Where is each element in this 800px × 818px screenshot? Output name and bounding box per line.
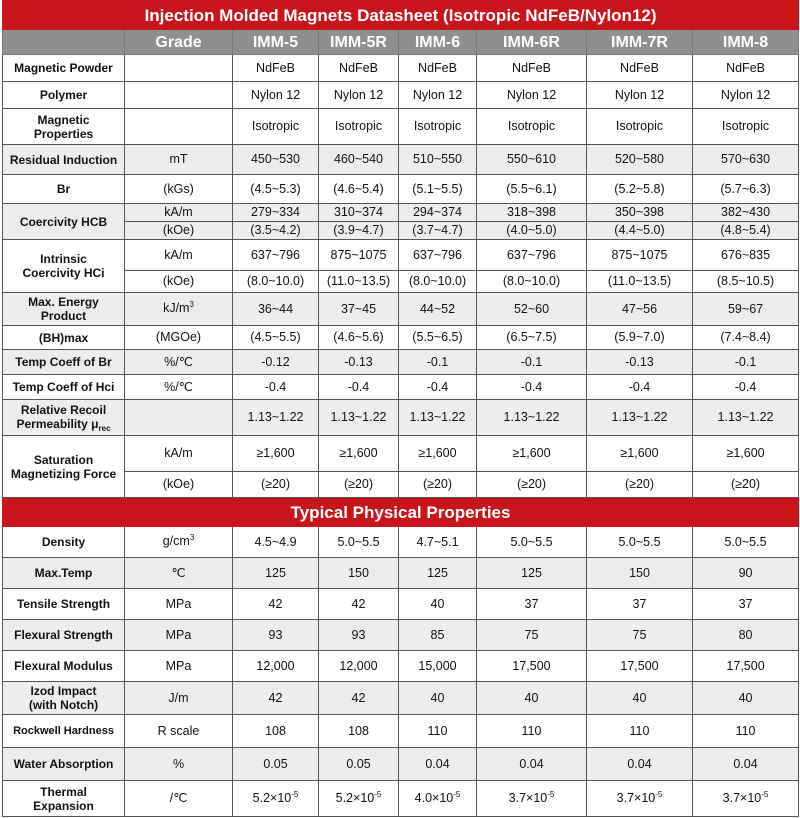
property-unit [125,293,233,326]
cell-value: (3.7~4.7) [399,222,477,240]
table-row [3,350,799,375]
cell-value: ≥1,600 [693,436,799,472]
label-line: (with Notch) [28,698,99,712]
table-row [3,240,799,271]
cell-value: ≥1,600 [233,436,319,472]
datasheet-title: Injection Molded Magnets Datasheet (Isotropic NdFeB/Nylon12) [3,1,799,30]
cell-value: 294~374 [399,204,477,222]
cell-value: 5.0~5.5 [477,527,587,558]
cell-value: 93 [319,620,399,651]
cell-value: 40 [587,682,693,715]
unit-base: g/cm [162,534,190,548]
cell-value: (5.1~5.5) [399,175,477,204]
property-unit: (MGOe) [125,326,233,350]
cell-value: (4.8~5.4) [693,222,799,240]
cell-value: 676~835 [693,240,799,271]
cell-value: (8.0~10.0) [399,271,477,293]
cell-value: -0.13 [319,350,399,375]
cell-value: 570~630 [693,145,799,175]
cell-value: 0.05 [319,748,399,781]
property-label: Temp Coeff of Hci [3,375,125,400]
cell-value: NdFeB [233,55,319,82]
property-unit: (kGs) [125,175,233,204]
cell-value: Isotropic [233,109,319,145]
cell-value: ≥1,600 [587,436,693,472]
cell-value: 75 [587,620,693,651]
cell-value: 637~796 [399,240,477,271]
cell-value: 5.0~5.5 [587,527,693,558]
cell-value: 125 [477,558,587,589]
property-unit: (kOe) [125,271,233,293]
cell-value: 17,500 [477,651,587,682]
cell-value: 550~610 [477,145,587,175]
cell-value: 12,000 [319,651,399,682]
property-unit: kA/m [125,204,233,222]
property-unit [125,55,233,82]
table-row [3,109,799,145]
property-label: Rockwell Hardness [3,715,125,748]
cell-value: 460~540 [319,145,399,175]
cell-value: -0.4 [587,375,693,400]
label-line: Intrinsic [40,252,87,266]
cell-value [587,781,693,817]
table-row [3,293,799,326]
physical-properties-heading: Typical Physical Properties [3,498,799,527]
cell-value: 40 [399,589,477,620]
cell-value: 17,500 [587,651,693,682]
property-unit: J/m [125,682,233,715]
cell-value: 318~398 [477,204,587,222]
property-unit: (kOe) [125,222,233,240]
grade-name: IMM-5 [233,30,319,55]
cell-value: 52~60 [477,293,587,326]
property-unit: MPa [125,620,233,651]
cell-value: 1.13~1.22 [319,400,399,436]
cell-value: (5.7~6.3) [693,175,799,204]
cell-value: 310~374 [319,204,399,222]
cell-value: (≥20) [587,472,693,498]
table-row [3,175,799,204]
table-row [3,436,799,472]
cell-value: (4.4~5.0) [587,222,693,240]
cell-value: Isotropic [399,109,477,145]
cell-value: -0.1 [477,350,587,375]
property-label [3,240,125,293]
cell-value: 382~430 [693,204,799,222]
label-line: Expansion [33,798,94,813]
cell-value: 42 [319,589,399,620]
grade-name: IMM-8 [693,30,799,55]
label-line: Product [40,309,87,323]
property-unit: R scale [125,715,233,748]
cell-value: NdFeB [587,55,693,82]
label-line: Permeability μ [16,416,99,431]
cell-value: 90 [693,558,799,589]
label-line: Relative Recoil [20,402,107,417]
property-label: Water Absorption [3,748,125,781]
cell-value: (5.5~6.5) [399,326,477,350]
property-label [3,436,125,498]
cell-value: 125 [399,558,477,589]
cell-value: 85 [399,620,477,651]
grade-name: IMM-5R [319,30,399,55]
cell-value: 75 [477,620,587,651]
property-unit: /℃ [125,781,233,817]
cell-value: 110 [477,715,587,748]
cell-value: (≥20) [233,472,319,498]
cell-value: 1.13~1.22 [693,400,799,436]
unit-superscript: 3 [189,533,195,542]
property-label: Temp Coeff of Br [3,350,125,375]
cell-value: 37 [477,589,587,620]
cell-value: 15,000 [399,651,477,682]
cell-value: (4.0~5.0) [477,222,587,240]
cell-value [477,781,587,817]
cell-value: 150 [319,558,399,589]
cell-value: -0.4 [693,375,799,400]
cell-value: Isotropic [477,109,587,145]
table-row [3,204,799,222]
cell-value: 40 [693,682,799,715]
grade-header-row [3,30,799,55]
cell-value: 108 [319,715,399,748]
label-line: Thermal [40,784,87,799]
cell-value: (4.5~5.3) [233,175,319,204]
cell-value: (6.5~7.5) [477,326,587,350]
property-label: Tensile Strength [3,589,125,620]
property-label: Polymer [3,82,125,109]
cell-value: 0.05 [233,748,319,781]
cell-value: 44~52 [399,293,477,326]
cell-value: Isotropic [587,109,693,145]
cell-value: Nylon 12 [477,82,587,109]
property-unit [125,400,233,436]
cell-value: 0.04 [477,748,587,781]
table-row [3,558,799,589]
property-unit: kA/m [125,240,233,271]
cell-value: (11.0~13.5) [319,271,399,293]
cell-value: Isotropic [693,109,799,145]
property-label [3,400,125,436]
cell-value: (≥20) [399,472,477,498]
value-base: 3.7×10 [508,790,548,805]
value-exponent: -5 [374,789,382,799]
cell-value: Nylon 12 [693,82,799,109]
cell-value [233,781,319,817]
grade-header-label: Grade [125,30,233,55]
cell-value: NdFeB [693,55,799,82]
cell-value: 1.13~1.22 [399,400,477,436]
property-label: (BH)max [3,326,125,350]
cell-value: (≥20) [477,472,587,498]
property-label [3,293,125,326]
cell-value: 637~796 [477,240,587,271]
cell-value: -0.4 [477,375,587,400]
property-unit: kA/m [125,436,233,472]
label-line: Coercivity HCi [22,266,105,280]
cell-value: 93 [233,620,319,651]
cell-value: 1.13~1.22 [233,400,319,436]
property-label: Density [3,527,125,558]
cell-value: 150 [587,558,693,589]
value-base: 3.7×10 [616,790,656,805]
property-label: Coercivity HCB [3,204,125,240]
cell-value: -0.1 [399,350,477,375]
cell-value: (≥20) [319,472,399,498]
table-row [3,620,799,651]
cell-value: 279~334 [233,204,319,222]
cell-value: NdFeB [477,55,587,82]
cell-value: Isotropic [319,109,399,145]
property-unit: MPa [125,589,233,620]
cell-value: 37 [693,589,799,620]
section-header-row [3,498,799,527]
table-row [3,375,799,400]
property-label: Flexural Strength [3,620,125,651]
cell-value: (7.4~8.4) [693,326,799,350]
cell-value: -0.4 [319,375,399,400]
cell-value: (4.5~5.5) [233,326,319,350]
cell-value: 110 [587,715,693,748]
value-exponent: -5 [453,789,461,799]
cell-value: 350~398 [587,204,693,222]
cell-value: NdFeB [319,55,399,82]
property-label: Residual Induction [3,145,125,175]
table-row [3,527,799,558]
cell-value: (8.5~10.5) [693,271,799,293]
property-unit [125,82,233,109]
cell-value [319,781,399,817]
property-unit: mT [125,145,233,175]
cell-value: (3.5~4.2) [233,222,319,240]
cell-value [399,781,477,817]
value-exponent: -5 [761,789,769,799]
cell-value: 875~1075 [319,240,399,271]
value-base: 3.7×10 [722,790,762,805]
property-label: Flexural Modulus [3,651,125,682]
cell-value: -0.13 [587,350,693,375]
property-unit: %/℃ [125,350,233,375]
property-unit: ℃ [125,558,233,589]
table-row [3,715,799,748]
cell-value: (11.0~13.5) [587,271,693,293]
cell-value: 108 [233,715,319,748]
cell-value: 47~56 [587,293,693,326]
cell-value: 59~67 [693,293,799,326]
cell-value [693,781,799,817]
table-row [3,682,799,715]
value-exponent: -5 [547,789,555,799]
cell-value: (≥20) [693,472,799,498]
unit-base: kJ/m [163,301,190,315]
cell-value: -0.1 [693,350,799,375]
property-unit: %/℃ [125,375,233,400]
cell-value: (8.0~10.0) [233,271,319,293]
property-label [3,781,125,817]
property-label [3,682,125,715]
property-label [3,109,125,145]
table-row [3,651,799,682]
property-unit: MPa [125,651,233,682]
cell-value: (5.2~5.8) [587,175,693,204]
header-corner [3,30,125,55]
value-exponent: -5 [655,789,663,799]
cell-value: ≥1,600 [399,436,477,472]
datasheet-table [2,0,799,817]
cell-value: 110 [399,715,477,748]
cell-value: (4.6~5.4) [319,175,399,204]
label-line: Max. Energy [28,295,99,309]
cell-value: 0.04 [693,748,799,781]
table-row [3,55,799,82]
cell-value: -0.12 [233,350,319,375]
property-unit [125,527,233,558]
label-line: Izod Impact [30,684,97,698]
value-exponent: -5 [291,789,299,799]
cell-value: 80 [693,620,799,651]
value-base: 4.0×10 [414,790,454,805]
label-line: Magnetizing Force [10,466,117,481]
cell-value: 875~1075 [587,240,693,271]
cell-value: Nylon 12 [319,82,399,109]
table-row [3,781,799,817]
unit-superscript: 3 [189,300,194,309]
cell-value: 1.13~1.22 [587,400,693,436]
cell-value: 125 [233,558,319,589]
label-subscript: rec [98,423,111,433]
cell-value: NdFeB [399,55,477,82]
grade-name: IMM-6R [477,30,587,55]
cell-value: 510~550 [399,145,477,175]
cell-value: 40 [399,682,477,715]
cell-value: (8.0~10.0) [477,271,587,293]
cell-value: 5.0~5.5 [693,527,799,558]
label-line: Saturation [33,452,94,467]
cell-value: ≥1,600 [477,436,587,472]
property-label: Max.Temp [3,558,125,589]
cell-value: Nylon 12 [399,82,477,109]
cell-value: 42 [319,682,399,715]
value-base: 5.2×10 [252,790,292,805]
grade-name: IMM-7R [587,30,693,55]
cell-value: 5.0~5.5 [319,527,399,558]
value-base: 5.2×10 [335,790,375,805]
property-unit [125,109,233,145]
cell-value: 17,500 [693,651,799,682]
cell-value: ≥1,600 [319,436,399,472]
cell-value: 37~45 [319,293,399,326]
cell-value: Nylon 12 [587,82,693,109]
property-label: Magnetic Powder [3,55,125,82]
cell-value: 110 [693,715,799,748]
cell-value: -0.4 [399,375,477,400]
cell-value: 40 [477,682,587,715]
property-unit: (kOe) [125,472,233,498]
property-label: Br [3,175,125,204]
cell-value: 37 [587,589,693,620]
label-line: Magnetic [37,112,90,127]
table-row [3,589,799,620]
cell-value: 42 [233,589,319,620]
table-row [3,400,799,436]
cell-value: 4.5~4.9 [233,527,319,558]
table-row [3,82,799,109]
cell-value: Nylon 12 [233,82,319,109]
cell-value: 36~44 [233,293,319,326]
cell-value: 1.13~1.22 [477,400,587,436]
cell-value: 12,000 [233,651,319,682]
table-row [3,145,799,175]
grade-name: IMM-6 [399,30,477,55]
table-row [3,326,799,350]
cell-value: 0.04 [399,748,477,781]
cell-value: (5.5~6.1) [477,175,587,204]
cell-value: (3.9~4.7) [319,222,399,240]
label-line: Properties [33,126,94,141]
property-unit: % [125,748,233,781]
cell-value: (4.6~5.6) [319,326,399,350]
cell-value: 42 [233,682,319,715]
cell-value: 450~530 [233,145,319,175]
cell-value: 637~796 [233,240,319,271]
cell-value: 4.7~5.1 [399,527,477,558]
table-row [3,748,799,781]
cell-value: 0.04 [587,748,693,781]
cell-value: (5.9~7.0) [587,326,693,350]
cell-value: 520~580 [587,145,693,175]
cell-value: -0.4 [233,375,319,400]
